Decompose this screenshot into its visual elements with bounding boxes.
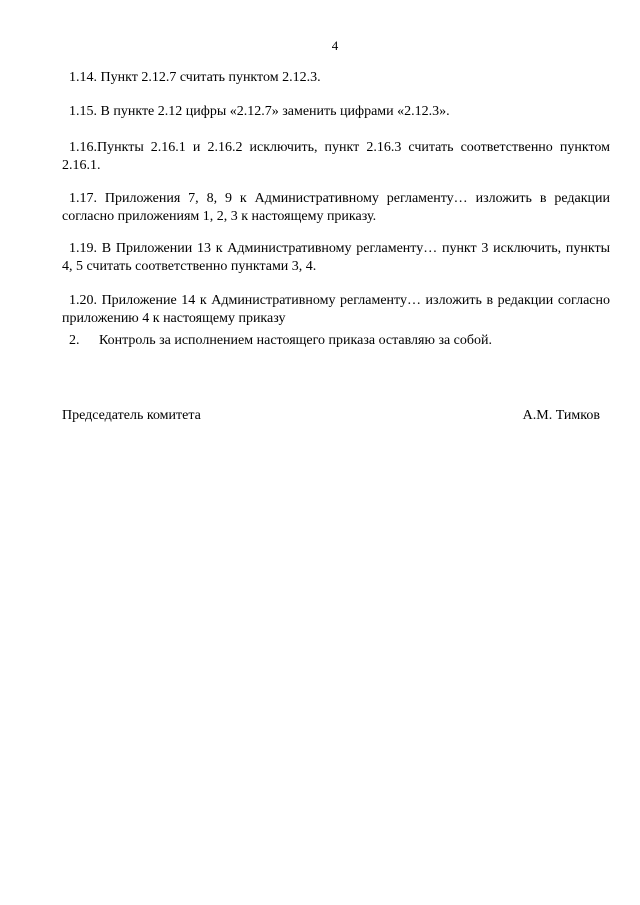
paragraph-2-text: Контроль за исполнением настоящего приказа оставляю за собой. xyxy=(99,333,493,348)
paragraph-1-15: 1.15. В пункте 2.12 цифры «2.12.7» заменить цифрами «2.12.3». xyxy=(69,104,450,119)
signatory-position: Председатель комитета xyxy=(62,408,201,423)
paragraph-1-16: 1.16.Пункты 2.16.1 и 2.16.2 исключить, пункт 2.16.3 считать соответственно пунктом 2.16.1. xyxy=(62,140,610,173)
paragraph-2-number: 2. xyxy=(69,333,80,348)
page-number: 4 xyxy=(331,38,339,53)
paragraph-2 xyxy=(69,332,492,350)
paragraph-1-14: 1.14. Пункт 2.12.7 считать пунктом 2.12.3. xyxy=(69,70,321,85)
paragraph-1-17: 1.17. Приложения 7, 8, 9 к Административному регламенту… изложить в редакции согласно приложениям 1, 2, 3 к настоящему приказу. xyxy=(62,191,610,224)
paragraph-1-19: 1.19. В Приложении 13 к Административному регламенту… пункт 3 исключить, пункты 4, 5 считать соответственно пунктами 3, 4. xyxy=(62,241,610,274)
signatory-name: А.М. Тимков xyxy=(522,408,600,423)
paragraph-1-20: 1.20. Приложение 14 к Административному регламенту… изложить в редакции согласно приложению 4 к настоящему приказу xyxy=(62,293,610,326)
